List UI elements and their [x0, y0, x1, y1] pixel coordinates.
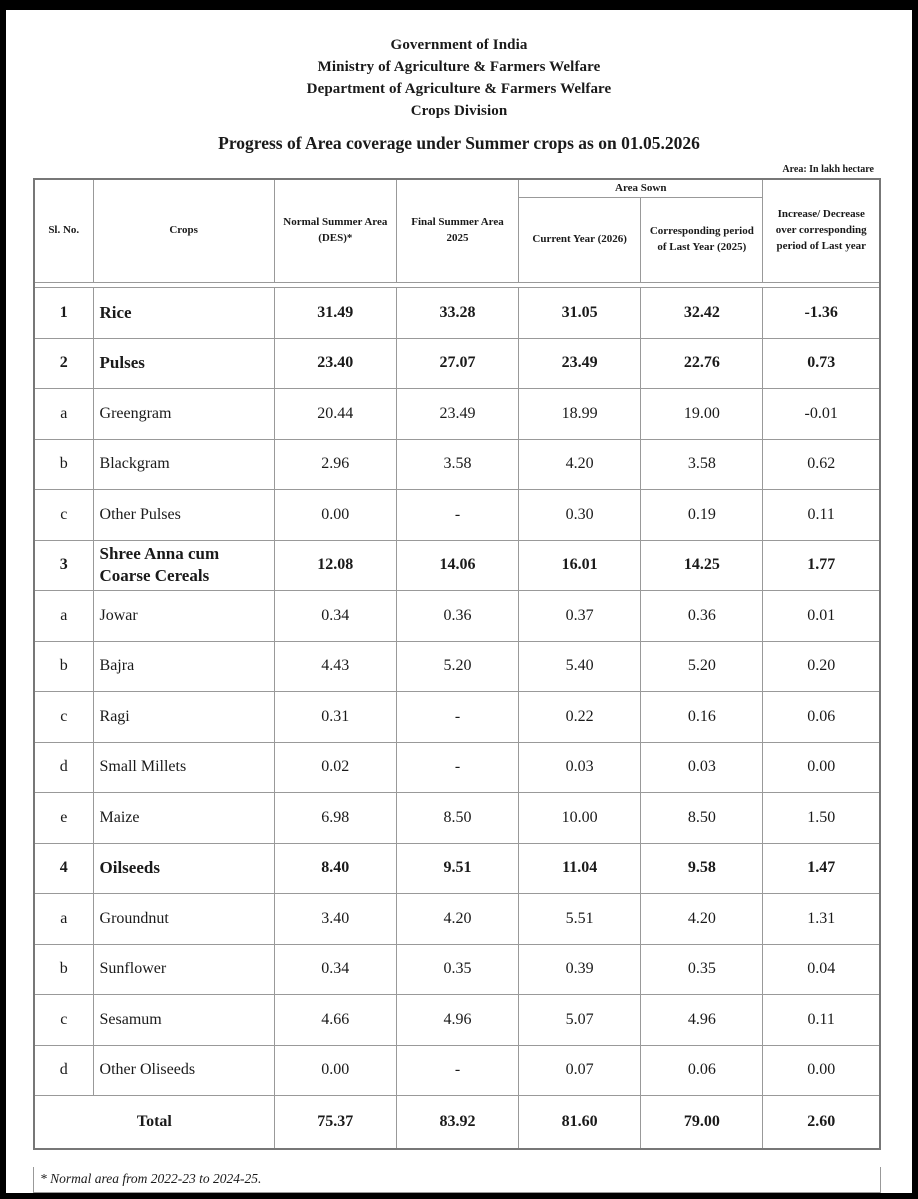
cell-final: 0.36 — [396, 591, 518, 642]
cell-crop: Pulses — [93, 338, 274, 389]
cell-current: 0.39 — [519, 944, 641, 995]
cell-last: 14.25 — [641, 540, 763, 591]
table-row — [34, 439, 880, 490]
cell-final: 8.50 — [396, 793, 518, 844]
cell-last: 0.35 — [641, 944, 763, 995]
document-title: Progress of Area coverage under Summer crops as on 01.05.2026 — [218, 133, 700, 153]
cell-final: 0.35 — [396, 944, 518, 995]
cell-final: 33.28 — [396, 288, 518, 339]
cell-crop: Groundnut — [93, 894, 274, 945]
cell-normal: 0.00 — [274, 490, 396, 541]
total-last: 79.00 — [641, 1096, 763, 1150]
cell-crop: Other Oliseeds — [93, 1045, 274, 1096]
header-government: Government of India — [390, 37, 528, 53]
cell-crop: Jowar — [93, 591, 274, 642]
cell-normal: 31.49 — [274, 288, 396, 339]
cell-sl: c — [34, 490, 93, 541]
cell-final: 3.58 — [396, 439, 518, 490]
table-row — [34, 490, 880, 541]
cell-final: - — [396, 692, 518, 743]
cell-last: 0.36 — [641, 591, 763, 642]
cell-normal: 23.40 — [274, 338, 396, 389]
cell-sl: c — [34, 692, 93, 743]
cell-crop: Maize — [93, 793, 274, 844]
cell-current: 0.37 — [519, 591, 641, 642]
table-row — [34, 338, 880, 389]
cell-normal: 12.08 — [274, 540, 396, 591]
cell-current: 0.07 — [519, 1045, 641, 1096]
cell-change: 0.62 — [763, 439, 880, 490]
cell-last: 0.03 — [641, 742, 763, 793]
cell-final: 5.20 — [396, 641, 518, 692]
total-change: 2.60 — [763, 1096, 880, 1150]
cell-change: 0.11 — [763, 995, 880, 1046]
cell-change: 0.00 — [763, 1045, 880, 1096]
cell-change: 0.20 — [763, 641, 880, 692]
cell-crop: Sunflower — [93, 944, 274, 995]
total-label: Total — [34, 1096, 274, 1150]
header-department: Department of Agriculture & Farmers Welfare — [306, 81, 612, 97]
cell-final: - — [396, 742, 518, 793]
unit-note: Area: In lakh hectare — [782, 164, 874, 175]
cell-sl: 2 — [34, 338, 93, 389]
cell-sl: c — [34, 995, 93, 1046]
cell-sl: a — [34, 591, 93, 642]
col-header-area-sown: Area Sown — [519, 179, 763, 198]
cell-normal: 8.40 — [274, 843, 396, 894]
cell-change: 1.77 — [763, 540, 880, 591]
col-header-final: Final Summer Area 2025 — [396, 179, 518, 283]
cell-crop: Blackgram — [93, 439, 274, 490]
cell-current: 5.40 — [519, 641, 641, 692]
col-header-crops: Crops — [93, 179, 274, 283]
cell-last: 4.20 — [641, 894, 763, 945]
table-row — [34, 288, 880, 339]
cell-last: 4.96 — [641, 995, 763, 1046]
table-row — [34, 389, 880, 440]
cell-normal: 4.43 — [274, 641, 396, 692]
col-header-normal: Normal Summer Area (DES)* — [274, 179, 396, 283]
cell-normal: 3.40 — [274, 894, 396, 945]
cell-current: 31.05 — [519, 288, 641, 339]
table-row — [34, 591, 880, 642]
cell-change: 1.31 — [763, 894, 880, 945]
table-row — [34, 641, 880, 692]
table-row — [34, 540, 880, 591]
cell-sl: b — [34, 641, 93, 692]
footnote: * Normal area from 2022-23 to 2024-25. — [33, 1167, 881, 1193]
cell-current: 0.30 — [519, 490, 641, 541]
cell-crop: Rice — [93, 288, 274, 339]
col-header-sl: Sl. No. — [34, 179, 93, 283]
cell-last: 3.58 — [641, 439, 763, 490]
cell-normal: 0.34 — [274, 591, 396, 642]
cell-normal: 6.98 — [274, 793, 396, 844]
col-header-last: Corresponding period of Last Year (2025) — [641, 198, 763, 283]
crop-area-table — [33, 178, 881, 1150]
cell-current: 0.22 — [519, 692, 641, 743]
cell-crop: Shree Anna cum Coarse Cereals — [93, 540, 274, 591]
cell-current: 0.03 — [519, 742, 641, 793]
cell-current: 11.04 — [519, 843, 641, 894]
cell-last: 19.00 — [641, 389, 763, 440]
table-row — [34, 742, 880, 793]
cell-sl: 3 — [34, 540, 93, 591]
cell-current: 10.00 — [519, 793, 641, 844]
cell-final: - — [396, 1045, 518, 1096]
cell-change: 0.06 — [763, 692, 880, 743]
cell-last: 8.50 — [641, 793, 763, 844]
cell-change: 0.11 — [763, 490, 880, 541]
top-black-bar — [0, 0, 918, 10]
cell-current: 23.49 — [519, 338, 641, 389]
cell-sl: b — [34, 944, 93, 995]
cell-last: 0.19 — [641, 490, 763, 541]
cell-crop: Bajra — [93, 641, 274, 692]
cell-last: 9.58 — [641, 843, 763, 894]
cell-final: - — [396, 490, 518, 541]
cell-change: 0.00 — [763, 742, 880, 793]
cell-crop: Oilseeds — [93, 843, 274, 894]
cell-crop: Small Millets — [93, 742, 274, 793]
total-final: 83.92 — [396, 1096, 518, 1150]
cell-change: 0.01 — [763, 591, 880, 642]
cell-current: 18.99 — [519, 389, 641, 440]
total-current: 81.60 — [519, 1096, 641, 1150]
header-division: Crops Division — [410, 103, 508, 119]
cell-final: 23.49 — [396, 389, 518, 440]
cell-last: 5.20 — [641, 641, 763, 692]
cell-normal: 20.44 — [274, 389, 396, 440]
cell-normal: 0.00 — [274, 1045, 396, 1096]
cell-final: 4.96 — [396, 995, 518, 1046]
cell-change: -1.36 — [763, 288, 880, 339]
cell-current: 5.07 — [519, 995, 641, 1046]
cell-sl: b — [34, 439, 93, 490]
cell-sl: d — [34, 1045, 93, 1096]
cell-last: 32.42 — [641, 288, 763, 339]
table-row — [34, 995, 880, 1046]
cell-sl: a — [34, 894, 93, 945]
document-page — [6, 10, 912, 1193]
cell-change: 0.73 — [763, 338, 880, 389]
cell-final: 9.51 — [396, 843, 518, 894]
cell-sl: a — [34, 389, 93, 440]
cell-crop: Sesamum — [93, 995, 274, 1046]
cell-current: 5.51 — [519, 894, 641, 945]
table-row — [34, 944, 880, 995]
cell-sl: e — [34, 793, 93, 844]
cell-crop: Ragi — [93, 692, 274, 743]
table-row — [34, 894, 880, 945]
cell-final: 14.06 — [396, 540, 518, 591]
col-header-change: Increase/ Decrease over corresponding period of Last year — [763, 179, 880, 283]
cell-final: 27.07 — [396, 338, 518, 389]
cell-normal: 0.34 — [274, 944, 396, 995]
cell-change: 1.47 — [763, 843, 880, 894]
cell-sl: 4 — [34, 843, 93, 894]
table-row — [34, 1045, 880, 1096]
cell-current: 16.01 — [519, 540, 641, 591]
total-normal: 75.37 — [274, 1096, 396, 1150]
table-row — [34, 793, 880, 844]
table-row — [34, 843, 880, 894]
cell-change: 1.50 — [763, 793, 880, 844]
col-header-current: Current Year (2026) — [519, 198, 641, 283]
cell-normal: 0.31 — [274, 692, 396, 743]
cell-sl: 1 — [34, 288, 93, 339]
cell-last: 22.76 — [641, 338, 763, 389]
cell-last: 0.16 — [641, 692, 763, 743]
cell-crop: Other Pulses — [93, 490, 274, 541]
table-row — [34, 692, 880, 743]
cell-sl: d — [34, 742, 93, 793]
cell-normal: 4.66 — [274, 995, 396, 1046]
cell-final: 4.20 — [396, 894, 518, 945]
cell-last: 0.06 — [641, 1045, 763, 1096]
cell-current: 4.20 — [519, 439, 641, 490]
cell-crop: Greengram — [93, 389, 274, 440]
cell-change: -0.01 — [763, 389, 880, 440]
cell-change: 0.04 — [763, 944, 880, 995]
cell-normal: 2.96 — [274, 439, 396, 490]
header-ministry: Ministry of Agriculture & Farmers Welfare — [317, 59, 601, 75]
cell-normal: 0.02 — [274, 742, 396, 793]
